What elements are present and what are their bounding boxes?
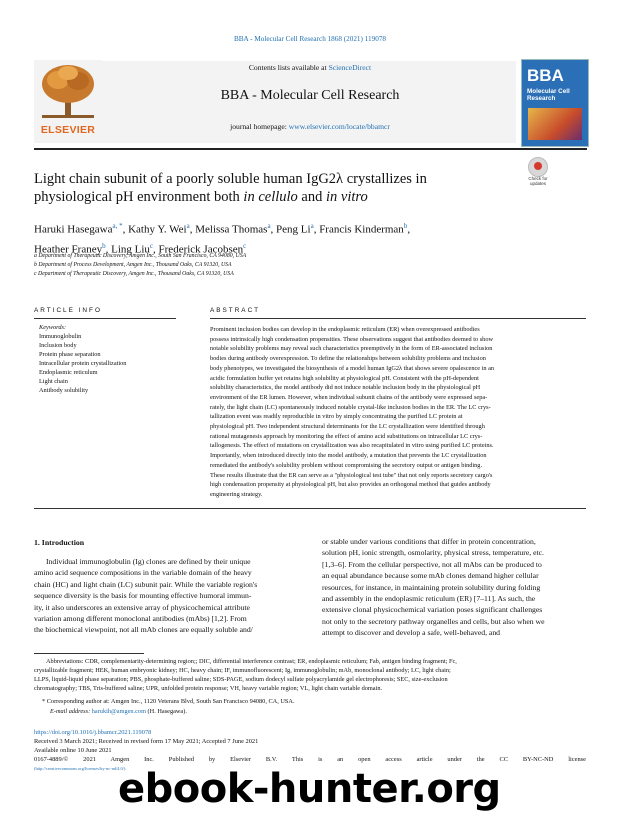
elsevier-logo (34, 60, 102, 136)
running-head[interactable]: BBA - Molecular Cell Research 1868 (2021) 119078 (233, 35, 387, 43)
cover-subtitle: Molecular Cell Research (527, 88, 570, 102)
body-line: or stable under various conditions that differ in protein concentration, (322, 537, 536, 546)
elsevier-wordmark: ELSEVIER (40, 124, 96, 136)
author-affil-sup[interactable]: a (186, 222, 190, 230)
doi-text[interactable]: https://doi.org/10.1016/j.bbamcr.2021.119078 (34, 729, 152, 736)
journal-homepage (110, 122, 510, 131)
author-affil-sup[interactable]: b (403, 222, 408, 230)
body-line: sequence diversity is the basis for mounting effective humoral immun- (34, 591, 252, 601)
body-line: Individual immunoglobulin (Ig) clones are defined by their unique (46, 557, 251, 566)
keyword-item: Antibody solubility (39, 387, 89, 394)
contents-prefix: Contents lists available at (248, 63, 329, 72)
author-name[interactable]: , Kathy Y. Wei (122, 223, 187, 236)
abstract-line: rational mutagenesis approach by monitoring the effect of amino acid substitutions on intracellular LC crys- (210, 432, 483, 440)
affiliation-a: a Department of Therapeutic Discovery, Amgen Inc., South San Francisco, CA 94080, USA (34, 253, 247, 259)
abstract-line: engineering strategy. (210, 490, 263, 498)
abstract-bottom-rule (34, 508, 586, 509)
abstract-line: tallogenesis. The effect of mutations on crystallization was also recapitulated in vitro using purified LC proteins. (210, 442, 494, 450)
corresponding-author: * Corresponding author at: Amgen Inc., 1120 Veterans Blvd, South San Francisco 94080, CA, USA. (42, 698, 295, 705)
author-name[interactable]: Heather Franey (34, 243, 103, 256)
available-online: Available online 10 June 2021 (34, 747, 112, 754)
title-line-2c: and (297, 189, 326, 205)
license-url[interactable]: (http://creativecommons.org/licenses/by-nc-nd/4.0/). (34, 766, 127, 771)
sciencedirect-link[interactable]: ScienceDirect (328, 63, 372, 72)
keyword-item: Light chain (39, 378, 68, 385)
author-separator: , (407, 223, 411, 236)
abstract-line: physiological pH. Two independent structural determinants for the LC crystallization were identified through (210, 423, 485, 431)
cover-title: BBA (527, 66, 564, 85)
license-line: 0167-4889/© 2021 Amgen Inc. Published by Elsevier B.V. This is an open access article under the CC BY-NC-ND license (34, 756, 586, 763)
body-line: not only to the secretory pathway organelles and cells, but also when we (322, 616, 545, 626)
author-name[interactable]: , Peng Li (270, 223, 311, 236)
right-column (322, 536, 586, 639)
author-affil-sup[interactable]: a, * (112, 222, 123, 230)
journal-cover[interactable] (521, 59, 589, 147)
title-line-2b: in cellulo (243, 189, 298, 205)
body-line: amino acid sequence compositions in the variable domain of the heavy (34, 568, 252, 578)
author-affil-sup[interactable]: a (310, 222, 314, 230)
affiliation-c: c Department of Therapeutic Discovery, Amgen Inc., Thousand Oaks, CA 91320, USA (34, 271, 234, 277)
body-line: attempt to discover and develop a safe, well-behaved, and (322, 628, 501, 638)
article-title (34, 170, 504, 206)
abstract-line: solubility characteristics, the model antibody did not induce notable inclusion body in the physiological pH (210, 384, 481, 392)
keywords-label: Keywords: (39, 324, 67, 331)
footnote-line: chromatography; TBS, Tris-buffered saline; UPR, unfolded protein response; VH, heavy variable region; VL, light chain variable domain. (34, 685, 383, 692)
body-line: [1,3–6]. From the cellular perspective, not all mAbs can be produced to (322, 559, 542, 569)
author-affil-sup[interactable]: c (149, 242, 154, 251)
keyword-item: Inclusion body (39, 342, 77, 349)
abstract-line: body phenotypes, we investigated the biosynthesis of a model human IgG2λ that shows severe opalescence in an (210, 364, 495, 372)
article-info-heading: ARTICLE INFO (34, 307, 102, 314)
title-line-2d: in vitro (325, 189, 368, 205)
contents-line (110, 63, 510, 72)
abstract-line: notable solubility problems may reveal such characteristics preemptively in the form of ER-associated inclusion (210, 345, 493, 353)
cover-image (528, 108, 582, 140)
section-heading-introduction: 1. Introduction (34, 538, 85, 547)
body-line: and assembly in the endoplasmic reticulum (ER) [7–11]. As such, the (322, 594, 536, 604)
keyword-item: Intracellular protein crystallization (39, 360, 127, 367)
footnote-line: crystallizable fragment; HEK, human embryonic kidney; HC, heavy chain; IF, immunofluorescent; Ig, immunoglobulin; mAb, monoclonal antibody; LC, light chain; (34, 667, 451, 674)
header-rule (34, 148, 587, 150)
abstract-body (210, 325, 586, 500)
email-link[interactable]: harukih@amgen.com (91, 708, 146, 715)
abstract-line: Importantly, when introduced directly into the model antibody, a mutation that prevents the LC crystallization (210, 452, 487, 460)
body-line: the biochemical viewpoint, not all mAb clones are equally soluble and/ (34, 625, 253, 635)
body-line: chain (HC) and light chain (LC) subunit pair. While the variable region's (34, 579, 258, 589)
abstract-line: possess intrinsically high condensation propensities. These observations suggest that antibodies deemed to show (210, 335, 494, 343)
body-line: resources, for instance, in maintaining protein solubility during folding (322, 582, 541, 592)
homepage-prefix: journal homepage: (230, 122, 289, 131)
body-line: an equal abundance because some mAb clones demand higher cellular (322, 571, 539, 581)
license-link[interactable] (34, 764, 126, 773)
author-affil-sup[interactable]: c (243, 242, 247, 251)
author-affil-sup[interactable]: b (102, 242, 106, 251)
keyword-item: Endoplasmic reticulum (39, 369, 98, 376)
email-line (50, 707, 602, 716)
abbreviations-footnote (34, 657, 586, 693)
received-dates: Received 3 March 2021; Received in revised form 17 May 2021; Accepted 7 June 2021 (34, 738, 259, 745)
check-for-updates-button[interactable] (520, 157, 556, 189)
abstract-line: tallization event was readily reproducible in vitro by simply concentrating the purified LC protein at (210, 413, 463, 421)
article-info-rule (34, 318, 176, 319)
title-line-1: Light chain subunit of a poorly soluble human IgG2λ crystallizes in (34, 171, 427, 187)
body-line: solution pH, ionic strength, osmolarity, physical stress, temperature, etc. (322, 548, 544, 558)
affiliation-b: b Department of Process Development, Amgen Inc., Thousand Oaks, CA 91320, USA (34, 262, 232, 268)
left-column (34, 556, 298, 636)
elsevier-tree-icon (34, 60, 102, 122)
author-affil-sup[interactable]: a (267, 222, 271, 230)
watermark: ebook-hunter.org (118, 766, 501, 812)
abstract-line: acidic formulation buffer yet retains high solubility at physiological pH. Consistent with the pH-dependent (210, 374, 479, 382)
author-name[interactable]: , Frederick Jacobsen (153, 243, 244, 256)
author-name[interactable]: , Melissa Thomas (189, 223, 268, 236)
footnote-line: Abbreviations: CDR, complementarity-determining region;; DIC, differential interference contrast; ER, endoplasmic reticulum; Fab, antigen binding fragment; Fc, (46, 658, 457, 665)
author-name[interactable]: , Ling Liu (105, 243, 150, 256)
homepage-link[interactable]: www.elsevier.com/locate/bbamcr (288, 122, 390, 131)
author-name[interactable]: , Francis Kinderman (313, 223, 404, 236)
author-name[interactable]: Haruki Hasegawa (34, 223, 113, 236)
abstract-line: remediated the antibody's solubility problem without compromising the secretory output or antigen binding. (210, 461, 483, 469)
abstract-heading: ABSTRACT (210, 307, 261, 314)
keyword-item: Immunoglobulin (39, 333, 82, 340)
check-updates-icon (528, 157, 548, 177)
body-line: ity, it also underscores an extensive array of physicochemical attribute (34, 602, 250, 612)
doi-link[interactable] (34, 728, 151, 737)
abstract-line: rately, the light chain (LC) spontaneously induced notable crystal-like inclusion bodies in the ER. The LC crys- (210, 403, 491, 411)
author-line-1 (34, 218, 564, 238)
abstract-line: Prominent inclusion bodies can develop in the endoplasmic reticulum (ER) when overexpressed antibodies (210, 326, 480, 333)
abstract-rule (210, 318, 586, 319)
footnote-rule (34, 653, 144, 654)
body-line: variation among different monoclonal antibodies (mAbs) [1,2]. From (34, 614, 247, 624)
abstract-line: high condensation propensity at physiological pH, but also provides an orthogonal method that guides antibody (210, 481, 491, 489)
body-line: extensive clonal physicochemical variation poses significant challenges (322, 605, 543, 615)
footnote-line: LLPS, liquid-liquid phase separation; PBS, phosphate-buffered saline; SDS-PAGE, sodium dodecyl sulfate polyacrylamide gel electrophoresis; SEC, size-exclusion (34, 676, 448, 683)
journal-title: BBA - Molecular Cell Research (220, 88, 400, 103)
abstract-line: bodies during antibody overexpression. To define the relationships between solubility problems and inclusion (210, 355, 486, 363)
email-suffix: (H. Hasegawa). (145, 708, 187, 715)
email-label: E-mail address: (50, 708, 92, 715)
abstract-line: environment of the ER lumen. However, when individual subunit chains of the antibody were expressed sepa- (210, 393, 488, 401)
check-updates-label: Check for updates (528, 176, 548, 186)
title-line-2a: physiological pH environment both (34, 189, 244, 205)
keyword-item: Protein phase separation (39, 351, 101, 358)
abstract-line: These results illustrate that the ER can serve as a "physiological test tube" that not only reports secretory cargo's (210, 471, 493, 479)
